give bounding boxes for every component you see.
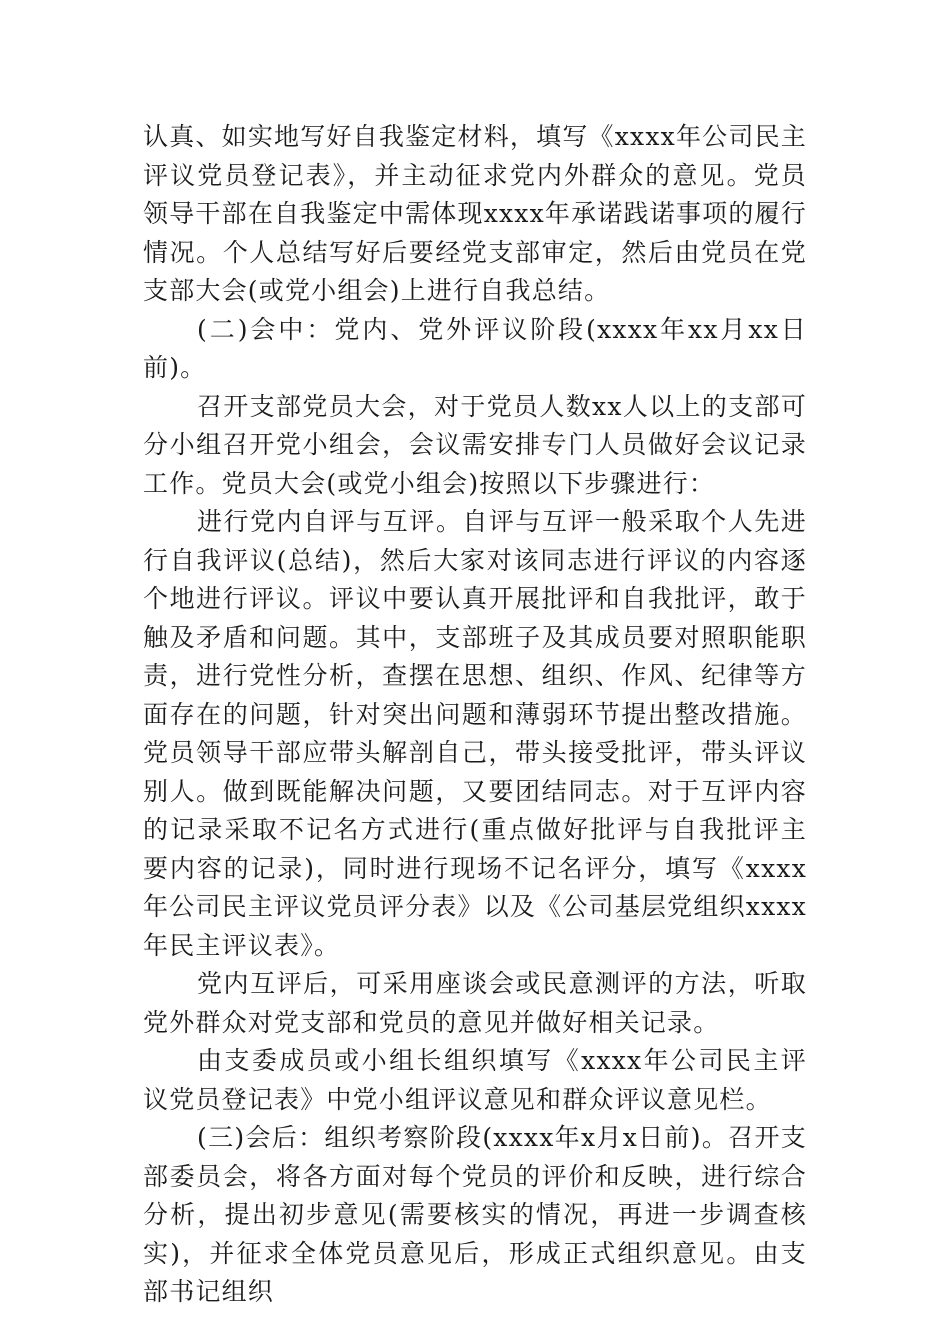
paragraph-post-meeting-stage: (三)会后：组织考察阶段(xxxx年x月x日前)。召开支部委员会，将各方面对每个党员的评价和反映，进行综合分析，提出初步意见(需要核实的情况，再进一步调查核实)，并征求全体党员意见后，形成正式组织意见。由支部书记组织: [143, 1123, 807, 1306]
document-body: [143, 118, 807, 1312]
paragraph-meeting-stage-heading: (二)会中：党内、党外评议阶段(xxxx年xx月xx日前)。: [143, 314, 807, 382]
paragraph-self-assessment: 认真、如实地写好自我鉴定材料，填写《xxxx年公司民主评议党员登记表》，并主动征求党内外群众的意见。党员领导干部在自我鉴定中需体现xxxx年承诺践诺事项的履行情况。个人总结写好后要经党支部审定，然后由党员在党支部大会(或党小组会)上进行自我总结。: [143, 122, 807, 305]
paragraph-external-opinions: 党内互评后，可采用座谈会或民意测评的方法，听取党外群众对党支部和党员的意见并做好相关记录。: [143, 969, 807, 1037]
paragraph-registration-form: 由支委成员或小组长组织填写《xxxx年公司民主评议党员登记表》中党小组评议意见和群众评议意见栏。: [143, 1046, 807, 1114]
paragraph-branch-meeting: 召开支部党员大会，对于党员人数xx人以上的支部可分小组召开党小组会，会议需安排专门人员做好会议记录工作。党员大会(或党小组会)按照以下步骤进行：: [143, 391, 807, 498]
paragraph-internal-review: 进行党内自评与互评。自评与互评一般采取个人先进行自我评议(总结)，然后大家对该同志进行评议的内容逐个地进行评议。评议中要认真开展批评和自我批评，敢于触及矛盾和问题。其中，支部班子及其成员要对照职能职责，进行党性分析，查摆在思想、组织、作风、纪律等方面存在的问题，针对突出问题和薄弱环节提出整改措施。党员领导干部应带头解剖自己，带头接受批评，带头评议别人。做到既能解决问题，又要团结同志。对于互评内容的记录采取不记名方式进行(重点做好批评与自我批评主要内容的记录)，同时进行现场不记名评分，填写《xxxx年公司民主评议党员评分表》以及《公司基层党组织xxxx年民主评议表》。: [143, 507, 807, 960]
